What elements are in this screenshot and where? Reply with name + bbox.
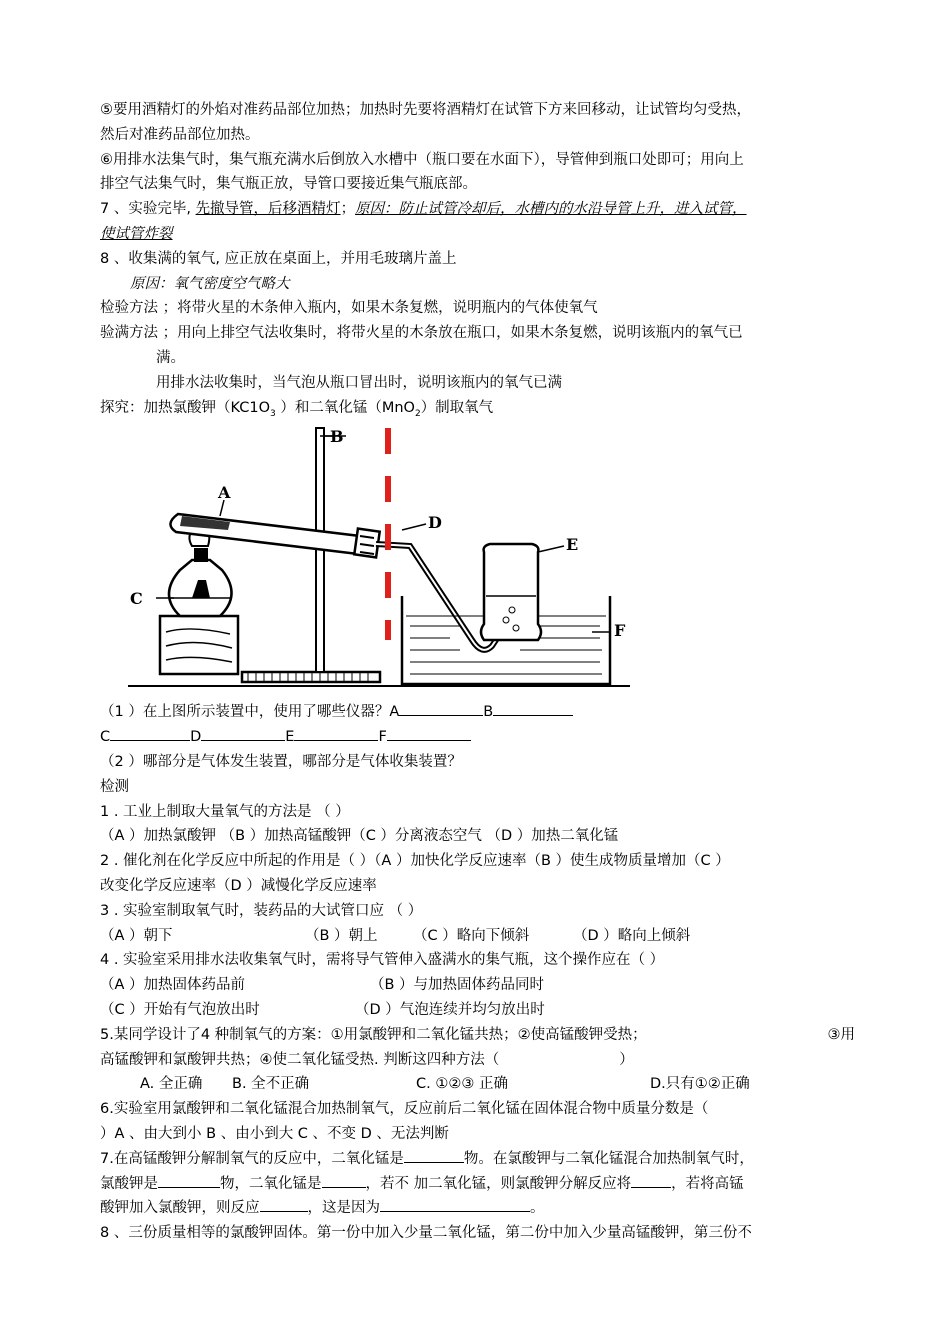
text-line: 8 、收集满的氧气, 应正放在桌面上，并用毛玻璃片盖上 (100, 250, 457, 267)
label-f: F (614, 621, 626, 641)
text-line (100, 396, 855, 421)
q1-text: C (100, 729, 111, 746)
question-1 (100, 700, 855, 725)
step7-sep: ； (340, 201, 356, 218)
text-line: 原因：氧气密度空气略大 (130, 275, 290, 292)
t7-text: 物，二氧化锰是 (220, 1175, 322, 1192)
question-1-cont (100, 725, 855, 750)
t5-text: ③用 (827, 1026, 855, 1043)
apparatus-diagram (120, 420, 680, 700)
t7-text: 7.在高锰酸钾分解制氧气的反应中，二氧化锰是 (100, 1150, 404, 1167)
label-a: A (218, 483, 231, 503)
subscript: 3 (269, 408, 276, 419)
test-1: 1 . 工业上制取大量氧气的方法是 （ ） (100, 803, 350, 820)
answer-blank[interactable] (404, 1148, 464, 1163)
answer-blank[interactable] (201, 726, 285, 741)
q1-text: B (483, 704, 494, 721)
option: （D ）略向上倾斜 (573, 927, 691, 944)
option: （D ）气泡连续并均匀放出时 (355, 1001, 545, 1018)
q1-text: E (285, 729, 295, 746)
option: B. 全不正确 (232, 1076, 310, 1093)
test-8: 8 、三份质量相等的氯酸钾固体。第一份中加入少量二氧化锰，第二份中加入少量高锰酸钾，第三份不 (100, 1225, 752, 1242)
q1-text: （1 ）在上图所示装置中，使用了哪些仪器？A (100, 704, 400, 721)
answer-blank[interactable] (387, 726, 471, 741)
option: （A ）朝下 (100, 927, 173, 944)
step7-reason-cont: 使试管炸裂 (100, 225, 173, 242)
step7-action: 先撤导管，后移酒精灯 (195, 201, 341, 218)
document-page (100, 98, 855, 1246)
test-4-options (100, 998, 855, 1023)
text-line: ⑥用排水法集气时，集气瓶充满水后倒放入水槽中（瓶口要在水面下），导管伸到瓶口处即可；用向上 (100, 151, 744, 168)
answer-blank[interactable] (322, 1173, 366, 1188)
test-5-cont (100, 1048, 855, 1073)
t7-text: ，这是因为 (307, 1200, 380, 1217)
text-line (100, 197, 855, 222)
test-4: 4 . 实验室采用排水法收集氧气时，需将导气管伸入盛满水的集气瓶，这个操作应在（ ） (100, 952, 665, 969)
text-line: 检验方法 ；将带火星的木条伸入瓶内，如果木条复燃，说明瓶内的气体使氧气 (100, 300, 598, 317)
option: C. ①②③ 正确 (416, 1076, 508, 1093)
test-7-cont (100, 1196, 855, 1221)
label-b: B (330, 427, 344, 447)
test-5-options (100, 1072, 855, 1097)
option: D.只有①②正确 (650, 1076, 750, 1093)
answer-blank[interactable] (380, 1197, 530, 1212)
step7-reason: 原因：防止试管冷却后，水槽内的水沿导管上升，进入试管， (355, 201, 747, 218)
test-2: 2 . 催化剂在化学反应中所起的作用是（ ）（A ）加快化学反应速率（B ）使生成物质量增加（C ） (100, 853, 730, 870)
t7-text: ，若不 加二氧化锰，则氯酸钾分解反应将 (365, 1175, 632, 1192)
explore-text: ）和二氧化锰（MnO (275, 399, 415, 416)
section-title: 检测 (100, 778, 129, 795)
subscript: 2 (414, 408, 421, 419)
t5-text: ） (619, 1051, 634, 1068)
explore-text: 探究：加热氯酸钾（KC1O (100, 399, 270, 416)
label-c: C (130, 589, 143, 609)
test-6-options: ）A 、由大到小 B 、由小到大 C 、不变 D 、无法判断 (100, 1125, 449, 1142)
text-line: 满。 (156, 349, 185, 366)
t5-text: 高锰酸钾和氯酸钾共热；④使二氧化锰受热. 判断这四种方法（ (100, 1051, 500, 1068)
test-7 (100, 1147, 855, 1172)
t5-text: 5.某同学设计了4 种制氧气的方案：①用氯酸钾和二氧化锰共热；②使高锰酸钾受热； (100, 1026, 647, 1043)
test-2-cont: 改变化学反应速率（D ）减慢化学反应速率 (100, 877, 377, 894)
apparatus-svg (120, 420, 680, 700)
test-4-options (100, 973, 855, 998)
t7-text: 。 (530, 1200, 545, 1217)
answer-blank[interactable] (399, 701, 483, 716)
test-6: 6.实验室用氯酸钾和二氧化锰混合加热制氧气，反应前后二氧化锰在固体混合物中质量分数是（ (100, 1101, 709, 1118)
text-line: 用排水法收集时，当气泡从瓶口冒出时，说明该瓶内的氧气已满 (156, 374, 562, 391)
option: （C ）略向下倾斜 (413, 927, 530, 944)
option: （B ）朝上 (305, 927, 378, 944)
answer-blank[interactable] (294, 726, 378, 741)
text-line: 排空气法集气时，集气瓶正放，导管口要接近集气瓶底部。 (100, 176, 477, 193)
t7-text: 酸钾加入氯酸钾，则反应 (100, 1200, 260, 1217)
q1-text: F (378, 729, 387, 746)
answer-blank[interactable] (631, 1173, 671, 1188)
label-e: E (566, 535, 579, 555)
stand-base (242, 672, 380, 682)
option: （B ）与加热固体药品同时 (370, 977, 545, 994)
q1-text: D (190, 729, 202, 746)
text-line: 然后对准药品部位加热。 (100, 126, 260, 143)
answer-blank[interactable] (260, 1197, 308, 1212)
test-1-options: （A ）加热氯酸钾 （B ）加热高锰酸钾（C ）分离液态空气 （D ）加热二氧化锰 (100, 828, 619, 845)
option: （C ）开始有气泡放出时 (100, 1001, 260, 1018)
step7-prefix: 7 、实验完毕, (100, 201, 191, 218)
answer-blank[interactable] (158, 1173, 220, 1188)
text-line: ⑤要用酒精灯的外焰对准药品部位加热；加热时先要将酒精灯在试管下方来回移动，让试管均匀受热， (100, 102, 751, 118)
t7-text: 物。在氯酸钾与二氧化锰混合加热制氧气时， (463, 1150, 754, 1167)
explore-text: ）制取氧气 (420, 399, 494, 416)
option: A. 全正确 (140, 1076, 203, 1093)
t7-text: ，若将高锰 (671, 1175, 744, 1192)
option: （A ）加热固体药品前 (100, 977, 246, 994)
test-5 (100, 1023, 855, 1048)
gas-jar (481, 544, 541, 640)
test-3: 3 . 实验室制取氧气时，装药品的大试管口应 （ ） (100, 902, 423, 919)
answer-blank[interactable] (493, 701, 573, 716)
label-d: D (428, 513, 442, 533)
answer-blank[interactable] (110, 726, 190, 741)
question-2: （2 ）哪部分是气体发生装置，哪部分是气体收集装置？ (100, 753, 462, 770)
test-7-cont (100, 1172, 855, 1197)
text-line (100, 222, 855, 247)
text-line: 验满方法 ；用向上排空气法收集时，将带火星的木条放在瓶口，如果木条复燃，说明该瓶内的氧气已 (100, 325, 743, 342)
t7-text: 氯酸钾是 (100, 1175, 158, 1192)
test-3-options (100, 924, 855, 949)
